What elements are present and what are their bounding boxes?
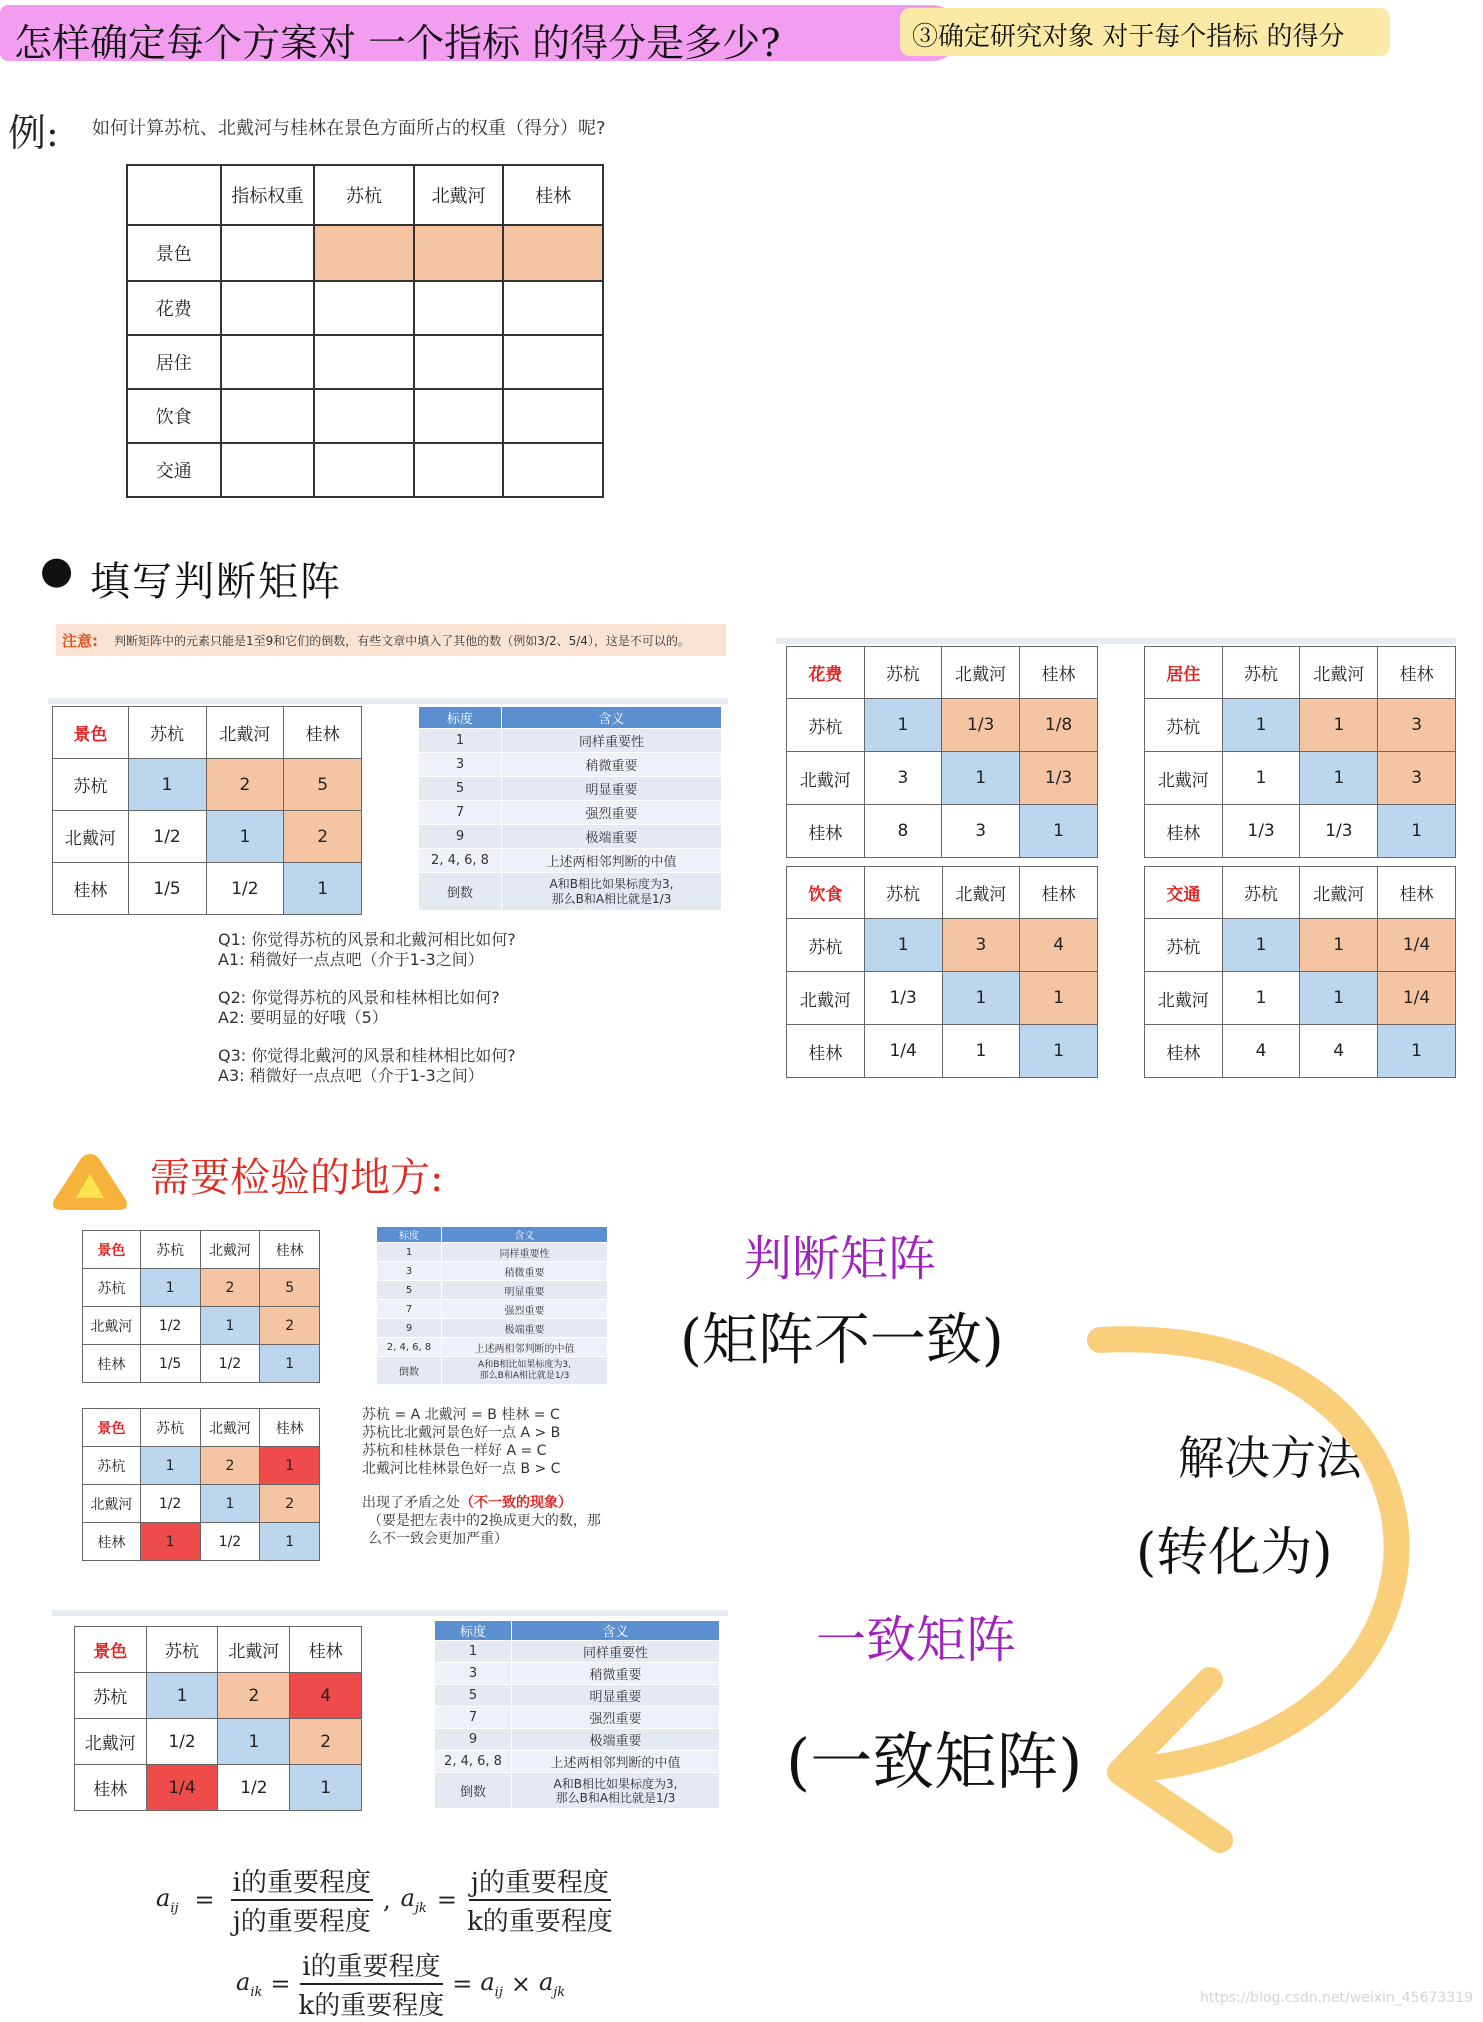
- matrix-label: 交通: [1145, 867, 1223, 919]
- example-cell: [414, 281, 504, 335]
- matrix-col: 苏杭: [146, 1627, 218, 1673]
- formula-equals: =: [194, 1886, 215, 1914]
- matrix-row-label: 桂林: [787, 805, 865, 858]
- formula-equals: =: [270, 1970, 291, 1998]
- formula-denominator: k的重要程度: [466, 1907, 613, 1937]
- matrix-cell: 3: [1378, 752, 1456, 805]
- example-cell: [221, 281, 315, 335]
- example-cell-highlight: [503, 225, 603, 281]
- section1-bullet: ●: [40, 548, 74, 592]
- matrix-col: 苏杭: [1222, 867, 1300, 919]
- matrix-cell: 8: [864, 805, 942, 858]
- matrix-row-label: 桂林: [53, 863, 129, 915]
- matrix-row-label: 苏杭: [75, 1673, 147, 1719]
- matrix-cell: 2: [200, 1269, 260, 1307]
- matrix-cell: 1/2: [200, 1345, 260, 1383]
- example-cell: [314, 335, 414, 389]
- scale-header: 标度: [435, 1621, 512, 1641]
- example-col-guilin: 桂林: [503, 165, 603, 225]
- matrix-cell: 1: [1378, 805, 1456, 858]
- matrix-col: 桂林: [1378, 867, 1456, 919]
- matrix-cell: 1/3: [1300, 805, 1378, 858]
- example-col-suhang: 苏杭: [314, 165, 414, 225]
- matrix-cell: 1/2: [200, 1523, 260, 1561]
- contradiction-line: 苏杭比北戴河景色好一点 A > B: [362, 1425, 561, 1441]
- matrix-row-label: 苏杭: [53, 759, 129, 811]
- matrix-cell: 1: [200, 1485, 260, 1523]
- formula-comma: ,: [382, 1886, 391, 1914]
- example-cell: [503, 281, 603, 335]
- matrix-living: [1144, 646, 1456, 858]
- annotation-solution: 解决方法: [1178, 1431, 1362, 1485]
- scale-meaning: A和B相比如果标度为3, 那么B和A相比就是1/3: [512, 1773, 720, 1809]
- scale-meaning: 同样重要性: [442, 1243, 608, 1262]
- matrix-cell: 1/2: [206, 863, 284, 915]
- scale-meaning: 稍微重要: [442, 1262, 608, 1281]
- qa-answer: A3: 稍微好一点点吧（介于1-3之间）: [218, 1066, 484, 1085]
- matrix-cell: 1: [200, 1307, 260, 1345]
- matrix-cell: 2: [218, 1673, 290, 1719]
- matrix-row-label: 桂林: [787, 1025, 865, 1078]
- qa-question: Q2: 你觉得苏杭的风景和桂林相比如何?: [218, 988, 500, 1007]
- matrix-cell: 1: [128, 759, 206, 811]
- formula-times: ×: [510, 1970, 531, 1998]
- matrix-col: 北戴河: [1300, 647, 1378, 699]
- matrix-cell: 1: [1020, 972, 1098, 1025]
- matrix-row-label: 北戴河: [75, 1719, 147, 1765]
- matrix-cell: 1/4: [1378, 919, 1456, 972]
- matrix-label: 饮食: [787, 867, 865, 919]
- matrix-cell-adjusted: 1/4: [146, 1765, 218, 1811]
- scale-table-small: [376, 1226, 608, 1385]
- matrix-scenery: [52, 706, 362, 915]
- matrix-cell: 2: [206, 759, 284, 811]
- matrix-col: 桂林: [1020, 647, 1098, 699]
- example-cell-highlight: [414, 225, 504, 281]
- scale-value: 2, 4, 6, 8: [419, 849, 502, 873]
- scale-meaning: 强烈重要: [442, 1300, 608, 1319]
- formula-line-1: [156, 1862, 613, 1938]
- matrix-row-label: 苏杭: [83, 1447, 141, 1485]
- matrix-label: 景色: [83, 1409, 141, 1447]
- matrix-col: 北戴河: [942, 867, 1020, 919]
- scale-table: [434, 1620, 720, 1809]
- matrix-col: 苏杭: [140, 1231, 200, 1269]
- qa-answer: A2: 要明显的好哦（5）: [218, 1008, 388, 1027]
- matrix-cell: 1: [260, 1345, 320, 1383]
- scale-meaning: A和B相比如果标度为3, 那么B和A相比就是1/3: [442, 1357, 608, 1385]
- matrix-cell: 4: [1222, 1025, 1300, 1078]
- example-cell: [314, 281, 414, 335]
- formula-denominator: k的重要程度: [298, 1991, 445, 2021]
- matrix-cell: 4: [1020, 919, 1098, 972]
- matrix-cost: [786, 646, 1098, 858]
- matrix-cell: 1/2: [140, 1485, 200, 1523]
- matrix-col: 北戴河: [942, 647, 1020, 699]
- matrix-col: 北戴河: [1300, 867, 1378, 919]
- matrix-cell-conflict: 1: [260, 1447, 320, 1485]
- scale-value: 倒数: [377, 1357, 442, 1385]
- example-cell: [503, 389, 603, 443]
- qa-answer: A1: 稍微好一点点吧（介于1-3之间）: [218, 950, 484, 969]
- formula-aik: $a_{ik}$: [236, 1968, 263, 2000]
- matrix-cell: 1/2: [218, 1765, 290, 1811]
- matrix-col: 桂林: [260, 1231, 320, 1269]
- scale-meaning: 稍微重要: [512, 1663, 720, 1685]
- formula-fraction: [231, 1862, 373, 1938]
- watermark: https://blog.csdn.net/weixin_45673319: [1200, 1990, 1474, 2006]
- matrix-row-label: 北戴河: [787, 972, 865, 1025]
- qa-question: Q1: 你觉得苏杭的风景和北戴河相比如何?: [218, 930, 516, 949]
- formula-aij: $a_{ij}$: [480, 1968, 503, 2000]
- matrix-shadow: [776, 638, 1456, 644]
- scale-header: 含义: [502, 707, 722, 729]
- matrix-cell: 1: [218, 1719, 290, 1765]
- formula-ajk: $a_{jk}$: [400, 1884, 427, 1916]
- scale-value: 9: [419, 825, 502, 849]
- scale-value: 9: [377, 1319, 442, 1338]
- title-note: ③确定研究对象 对于每个指标 的得分: [912, 22, 1345, 52]
- example-cell: [221, 335, 315, 389]
- matrix-row-label: 桂林: [1145, 805, 1223, 858]
- matrix-row-label: 北戴河: [83, 1307, 141, 1345]
- matrix-cell: 1: [206, 811, 284, 863]
- contradiction-block: [362, 1406, 601, 1548]
- matrix-col: 北戴河: [218, 1627, 290, 1673]
- matrix-cell: 1: [146, 1673, 218, 1719]
- example-row-label: 饮食: [127, 389, 221, 443]
- matrix-cell: 1: [1222, 699, 1300, 752]
- matrix-cell: 1/3: [1222, 805, 1300, 858]
- conflict-highlight: （不一致的现象）: [460, 1495, 572, 1511]
- matrix-cell: 1/3: [942, 699, 1020, 752]
- scale-value: 5: [419, 777, 502, 801]
- section1-title: 填写判断矩阵: [90, 559, 342, 605]
- matrix-cell: 1: [1222, 752, 1300, 805]
- scale-value: 1: [419, 729, 502, 753]
- matrix-cell: 1: [942, 1025, 1020, 1078]
- example-row-label: 花费: [127, 281, 221, 335]
- matrix-cell: 1: [942, 972, 1020, 1025]
- matrix-cell: 1/2: [140, 1307, 200, 1345]
- scale-header: 标度: [377, 1227, 442, 1243]
- example-cell: [221, 225, 315, 281]
- matrix-row-label: 北戴河: [787, 752, 865, 805]
- matrix-row-label: 苏杭: [1145, 919, 1223, 972]
- matrix-col: 北戴河: [200, 1231, 260, 1269]
- formula-equals: =: [452, 1970, 473, 1998]
- matrix-label: 居住: [1145, 647, 1223, 699]
- formula-block: [156, 1862, 613, 2022]
- matrix-check-a: [82, 1230, 320, 1383]
- matrix-consistent: [74, 1626, 362, 1811]
- formula-aij: $a_{ij}$: [156, 1884, 179, 1916]
- matrix-cell: 1: [284, 863, 362, 915]
- formula-denominator: j的重要程度: [232, 1907, 371, 1937]
- formula-numerator: i的重要程度: [300, 1946, 442, 1985]
- matrix-cell: 1: [290, 1765, 362, 1811]
- example-prefix: 例:: [8, 111, 59, 155]
- scale-header: 含义: [512, 1621, 720, 1641]
- matrix-row-label: 桂林: [83, 1345, 141, 1383]
- qa-question: Q3: 你觉得北戴河的风景和桂林相比如何?: [218, 1046, 516, 1065]
- annotation-convert: (转化为): [1136, 1523, 1333, 1583]
- matrix-food: [786, 866, 1098, 1078]
- example-cell: [414, 443, 504, 497]
- matrix-row-label: 桂林: [83, 1523, 141, 1561]
- matrix-col: 苏杭: [140, 1409, 200, 1447]
- scale-value: 3: [377, 1262, 442, 1281]
- scale-meaning: 明显重要: [442, 1281, 608, 1300]
- example-cell: [221, 443, 315, 497]
- scale-value: 7: [435, 1707, 512, 1729]
- matrix-row-label: 桂林: [1145, 1025, 1223, 1078]
- example-cell: [414, 389, 504, 443]
- conflict-note: 么不一致会更加严重）: [368, 1531, 508, 1547]
- scale-meaning: 明显重要: [502, 777, 722, 801]
- matrix-col: 苏杭: [1222, 647, 1300, 699]
- matrix-cell: 1: [1300, 699, 1378, 752]
- contradiction-line: 苏杭和桂林景色一样好 A = C: [362, 1443, 547, 1459]
- annotation-consistent: (一致矩阵): [786, 1725, 1083, 1798]
- formula-numerator: i的重要程度: [231, 1862, 373, 1901]
- example-col-beidaihe: 北戴河: [414, 165, 504, 225]
- scale-value: 1: [377, 1243, 442, 1262]
- formula-ajk: $a_{jk}$: [538, 1968, 566, 2000]
- notice-text: 判断矩阵中的元素只能是1至9和它们的倒数，有些文章中填入了其他的数（例如3/2、5/4），这是不可以的。: [114, 634, 690, 648]
- matrix-col: 桂林: [1020, 867, 1098, 919]
- matrix-label: 花费: [787, 647, 865, 699]
- example-cell: [314, 443, 414, 497]
- example-col-weight: 指标权重: [221, 165, 315, 225]
- matrix-shadow: [52, 1610, 728, 1616]
- formula-numerator: j的重要程度: [469, 1862, 611, 1901]
- example-row-label: 景色: [127, 225, 221, 281]
- conflict-note: （要是把左表中的2换成更大的数，那: [368, 1513, 601, 1529]
- matrix-cell: 2: [284, 811, 362, 863]
- scale-header: 标度: [419, 707, 502, 729]
- qa-block: [218, 930, 516, 1086]
- notice-label: 注意:: [62, 632, 98, 650]
- matrix-cell: 1/4: [864, 1025, 942, 1078]
- matrix-cell: 1: [1300, 752, 1378, 805]
- section2-title: 需要检验的地方:: [150, 1155, 444, 1201]
- warning-icon: [48, 1148, 132, 1216]
- scale-value: 5: [435, 1685, 512, 1707]
- scale-meaning: 强烈重要: [502, 801, 722, 825]
- matrix-cell: 1/2: [146, 1719, 218, 1765]
- scale-meaning: 上述两相邻判断的中值: [512, 1751, 720, 1773]
- annotation-judge-matrix: 判断矩阵: [744, 1231, 937, 1287]
- scale-value: 3: [435, 1663, 512, 1685]
- matrix-cell: 5: [260, 1269, 320, 1307]
- matrix-row-label: 北戴河: [83, 1485, 141, 1523]
- matrix-cell: 5: [284, 759, 362, 811]
- matrix-cell: 3: [864, 752, 942, 805]
- matrix-cell: 3: [1378, 699, 1456, 752]
- matrix-cell: 1: [864, 699, 942, 752]
- matrix-row-label: 苏杭: [83, 1269, 141, 1307]
- matrix-cell: 2: [200, 1447, 260, 1485]
- matrix-row-label: 桂林: [75, 1765, 147, 1811]
- scale-value: 倒数: [419, 873, 502, 911]
- formula-fraction: [467, 1862, 613, 1938]
- matrix-cell: 1/5: [140, 1345, 200, 1383]
- matrix-cell: 1/2: [128, 811, 206, 863]
- example-table: [126, 164, 604, 498]
- scale-value: 2, 4, 6, 8: [377, 1338, 442, 1357]
- example-cell-highlight: [314, 225, 414, 281]
- matrix-cell: 1: [1378, 1025, 1456, 1078]
- example-cell: [221, 389, 315, 443]
- matrix-cell: 1: [1300, 972, 1378, 1025]
- matrix-cell: 1: [140, 1269, 200, 1307]
- matrix-col: 苏杭: [864, 647, 942, 699]
- contradiction-line: 苏杭 = A 北戴河 = B 桂林 = C: [362, 1407, 560, 1423]
- scale-value: 5: [377, 1281, 442, 1300]
- scale-meaning: 明显重要: [512, 1685, 720, 1707]
- scale-value: 3: [419, 753, 502, 777]
- scale-meaning: 上述两相邻判断的中值: [442, 1338, 608, 1357]
- matrix-col: 苏杭: [128, 707, 206, 759]
- scale-meaning: 同样重要性: [512, 1641, 720, 1663]
- matrix-label: 景色: [83, 1231, 141, 1269]
- matrix-cell: 1/3: [864, 972, 942, 1025]
- matrix-col: 桂林: [284, 707, 362, 759]
- example-cell: [314, 389, 414, 443]
- example-col-empty: [127, 165, 221, 225]
- matrix-cell-adjusted: 4: [290, 1673, 362, 1719]
- scale-table: [418, 706, 722, 911]
- matrix-cell: 1: [1300, 919, 1378, 972]
- scale-meaning: 同样重要性: [502, 729, 722, 753]
- matrix-col: 桂林: [260, 1409, 320, 1447]
- scale-meaning: 极端重要: [502, 825, 722, 849]
- matrix-col: 桂林: [1378, 647, 1456, 699]
- matrix-cell: 4: [1300, 1025, 1378, 1078]
- matrix-shadow: [48, 698, 728, 704]
- matrix-cell: 3: [942, 805, 1020, 858]
- matrix-cell: 1: [942, 752, 1020, 805]
- example-question: 如何计算苏杭、北戴河与桂林在景色方面所占的权重（得分）呢?: [92, 118, 606, 139]
- page-title: 怎样确定每个方案对 一个指标 的得分是多少?: [14, 21, 781, 65]
- matrix-cell: 1: [1222, 919, 1300, 972]
- matrix-row-label: 苏杭: [787, 699, 865, 752]
- curved-arrow: [1060, 1300, 1480, 1880]
- matrix-col: 桂林: [290, 1627, 362, 1673]
- annotation-inconsistent: (矩阵不一致): [680, 1308, 1004, 1373]
- matrix-row-label: 苏杭: [1145, 699, 1223, 752]
- scale-meaning: 上述两相邻判断的中值: [502, 849, 722, 873]
- matrix-row-label: 北戴河: [53, 811, 129, 863]
- matrix-cell-conflict: 1: [140, 1523, 200, 1561]
- matrix-cell: 2: [260, 1307, 320, 1345]
- contradiction-line: 北戴河比桂林景色好一点 B > C: [362, 1461, 561, 1477]
- scale-value: 1: [435, 1641, 512, 1663]
- matrix-cell: 1: [1020, 805, 1098, 858]
- matrix-col: 苏杭: [864, 867, 942, 919]
- matrix-cell: 1: [1020, 1025, 1098, 1078]
- formula-equals: =: [436, 1886, 457, 1914]
- annotation-consistent-title: 一致矩阵: [816, 1611, 1016, 1669]
- matrix-cell: 3: [942, 919, 1020, 972]
- matrix-cell: 1/4: [1378, 972, 1456, 1025]
- matrix-row-label: 苏杭: [787, 919, 865, 972]
- matrix-label: 景色: [75, 1627, 147, 1673]
- matrix-row-label: 北戴河: [1145, 972, 1223, 1025]
- matrix-cell: 1/5: [128, 863, 206, 915]
- conflict-prefix: 出现了矛盾之处: [362, 1495, 460, 1511]
- matrix-col: 北戴河: [206, 707, 284, 759]
- formula-line-2: [236, 1946, 613, 2022]
- matrix-row-label: 北戴河: [1145, 752, 1223, 805]
- example-row-label: 交通: [127, 443, 221, 497]
- scale-header: 含义: [442, 1227, 608, 1243]
- matrix-cell: 2: [260, 1485, 320, 1523]
- matrix-cell: 1: [1222, 972, 1300, 1025]
- formula-fraction: [298, 1946, 444, 2022]
- matrix-cell: 1/8: [1020, 699, 1098, 752]
- matrix-col: 北戴河: [200, 1409, 260, 1447]
- scale-value: 7: [377, 1300, 442, 1319]
- example-row-label: 居住: [127, 335, 221, 389]
- scale-meaning: 强烈重要: [512, 1707, 720, 1729]
- example-cell: [503, 443, 603, 497]
- conflict-line: [362, 1494, 601, 1512]
- scale-value: 2, 4, 6, 8: [435, 1751, 512, 1773]
- matrix-label: 景色: [53, 707, 129, 759]
- scale-value: 7: [419, 801, 502, 825]
- scale-meaning: A和B相比如果标度为3, 那么B和A相比就是1/3: [502, 873, 722, 911]
- matrix-check-b: [82, 1408, 320, 1561]
- matrix-cell: 1: [260, 1523, 320, 1561]
- example-cell: [503, 335, 603, 389]
- matrix-traffic: [1144, 866, 1456, 1078]
- scale-value: 倒数: [435, 1773, 512, 1809]
- matrix-cell: 1/3: [1020, 752, 1098, 805]
- scale-meaning: 极端重要: [512, 1729, 720, 1751]
- scale-meaning: 稍微重要: [502, 753, 722, 777]
- matrix-cell: 1: [864, 919, 942, 972]
- scale-value: 9: [435, 1729, 512, 1751]
- matrix-cell: 2: [290, 1719, 362, 1765]
- scale-meaning: 极端重要: [442, 1319, 608, 1338]
- matrix-cell: 1: [140, 1447, 200, 1485]
- example-cell: [414, 335, 504, 389]
